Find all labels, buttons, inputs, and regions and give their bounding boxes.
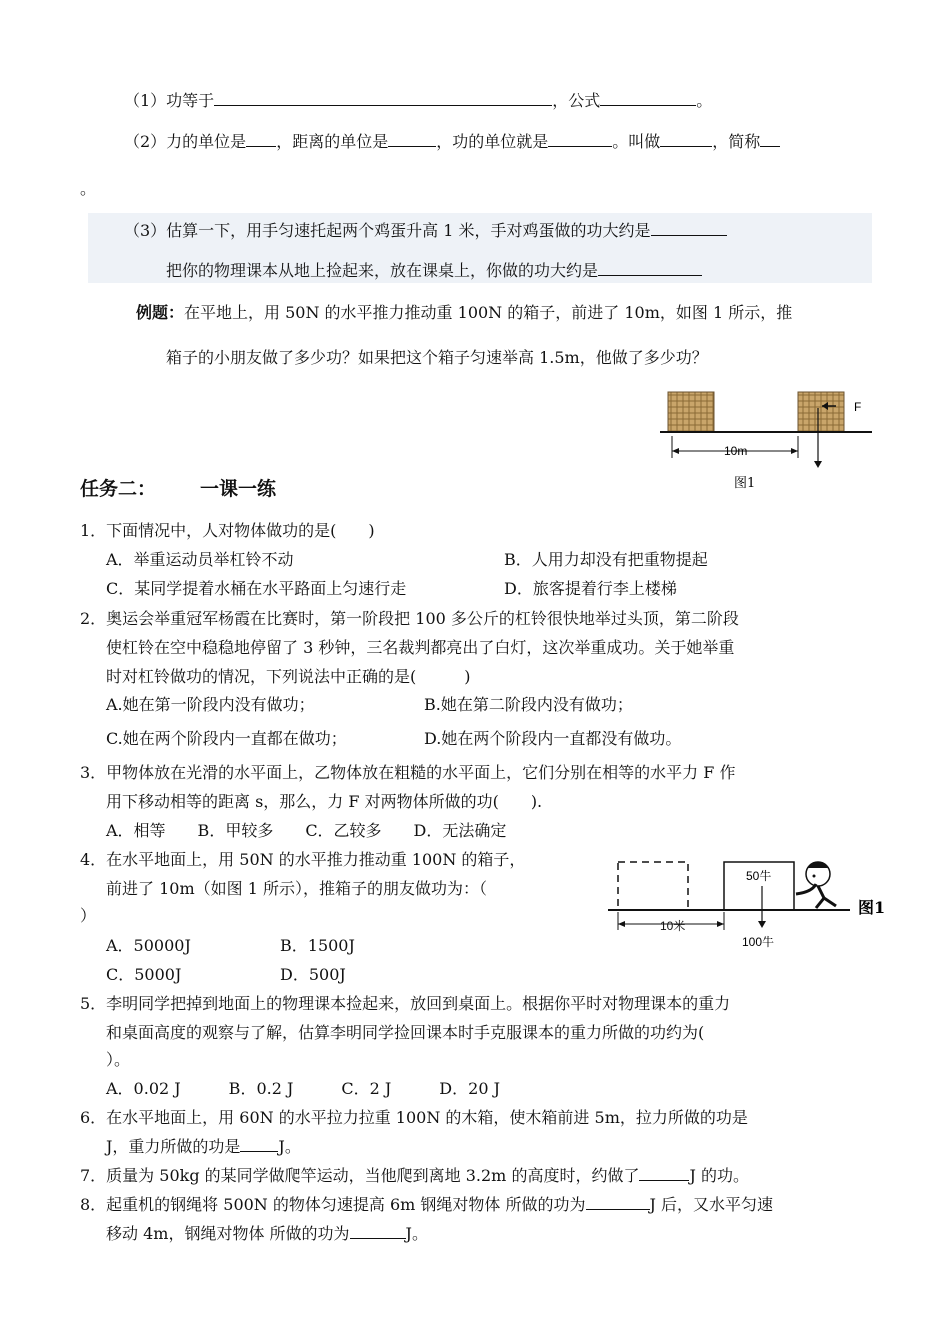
- q1-stem: 1．下面情况中，人对物体做功的是( ): [80, 521, 375, 540]
- force-label: F: [854, 400, 862, 414]
- q5-line-2: 和桌面高度的观察与了解，估算李明同学捡回课本时手克服课本的重力所做的功约为(: [106, 1023, 705, 1042]
- blank: [586, 1195, 650, 1210]
- example-figure: [656, 386, 878, 496]
- q4-line-3: ）: [80, 906, 97, 925]
- q2-line-1: 2．奥运会举重冠军杨霞在比赛时，第一阶段把 100 多公斤的杠铃很快地举过头顶，第二阶段: [80, 609, 739, 628]
- blank: [388, 132, 436, 147]
- q5-options: A．0.02 J B．0.2 J C．2 J D．20 J: [106, 1079, 500, 1098]
- q5-line-3: ）。: [106, 1050, 131, 1069]
- q4-option-d: D．500J: [280, 965, 346, 984]
- q2-option-a: A.她在第一阶段内没有做功；: [106, 695, 315, 714]
- text: J。: [278, 1137, 301, 1156]
- text: （1）功等于: [124, 91, 215, 110]
- q8-line-1: [80, 1192, 773, 1215]
- child-pushing-icon: [796, 862, 836, 908]
- line-2: [124, 129, 780, 152]
- q3-options: A．相等 B．甲较多 C．乙较多 D．无法确定: [106, 821, 507, 840]
- q2-line-2: 使杠铃在空中稳稳地停留了 3 秒钟，三名裁判都亮出了白灯，这次举重成功。关于她举重: [106, 638, 735, 657]
- blank: [660, 132, 712, 147]
- figure-caption: 图1: [734, 476, 756, 491]
- q1-option-a: A．举重运动员举杠铃不动: [106, 550, 294, 569]
- text: ，功的单位就是: [436, 132, 549, 151]
- force-label: 50牛: [746, 869, 772, 883]
- q6-line-2: [106, 1134, 301, 1157]
- blank: [598, 261, 702, 276]
- line-2-tail: 。: [80, 179, 97, 198]
- distance-label: 10m: [724, 444, 748, 458]
- text: J。: [405, 1224, 428, 1243]
- text: 在平地上，用 50N 的水平推力推动重 100N 的箱子，前进了 10m，如图 1 所示，推: [184, 303, 793, 322]
- blank: [760, 132, 780, 147]
- text: 8．起重机的钢绳将 500N 的物体匀速提高 6m 钢绳对物体 所做的功为: [80, 1195, 586, 1214]
- q1-option-d: D．旅客提着行李上楼梯: [504, 579, 677, 598]
- q2-option-b: B.她在第二阶段内没有做功；: [424, 695, 633, 714]
- q8-line-2: [106, 1221, 428, 1244]
- text: 7．质量为 50kg 的某同学做爬竿运动，当他爬到离地 3.2m 的高度时，约做了: [80, 1166, 640, 1185]
- text: （2）力的单位是: [124, 132, 247, 151]
- text: ，公式: [552, 91, 601, 110]
- q4-option-c: C．5000J: [106, 965, 182, 984]
- text: 移动 4m，钢绳对物体 所做的功为: [106, 1224, 350, 1243]
- text: ，简称: [712, 132, 761, 151]
- example-line-1: [136, 300, 792, 323]
- example-label: 例题：: [136, 303, 185, 322]
- q1-option-c: C．某同学提着水桶在水平路面上匀速行走: [106, 579, 407, 598]
- q4-line-2: 前进了 10m（如图 1 所示），推箱子的朋友做功为：（: [106, 879, 487, 898]
- line-3: [124, 218, 727, 241]
- text: J，重力所做的功是: [106, 1137, 241, 1156]
- q6-line-1: 6．在水平地面上，用 60N 的水平拉力拉重 100N 的木箱，使木箱前进 5m，拉力所做的功是: [80, 1108, 748, 1127]
- blank: [240, 1137, 278, 1152]
- blank: [214, 91, 552, 106]
- line-1: [124, 88, 712, 111]
- task-subtitle: 一课一练: [200, 478, 277, 500]
- q3-line-1: 3．甲物体放在光滑的水平面上，乙物体放在粗糙的水平面上，它们分别在相等的水平力 F 作: [80, 763, 736, 782]
- q4-line-1: 4．在水平地面上，用 50N 的水平推力推动重 100N 的箱子，: [80, 850, 526, 869]
- blank: [651, 221, 727, 236]
- figure-caption: 图1: [858, 898, 886, 917]
- text: ，距离的单位是: [276, 132, 389, 151]
- blank: [246, 132, 276, 147]
- q4-figure: [604, 850, 904, 958]
- text: J 后，又水平匀速: [649, 1195, 774, 1214]
- text: 。: [696, 91, 713, 110]
- blank: [350, 1224, 406, 1239]
- line-4: [166, 258, 702, 281]
- box-start: [668, 392, 714, 432]
- blank: [600, 91, 696, 106]
- example-line-2: 箱子的小朋友做了多少功？如果把这个箱子匀速举高 1.5m，他做了多少功？: [166, 348, 708, 367]
- text: （3）估算一下，用手匀速托起两个鸡蛋升高 1 米，手对鸡蛋做的功大约是: [124, 221, 651, 240]
- q7-line: [80, 1163, 749, 1186]
- q2-option-c: C.她在两个阶段内一直都在做功；: [106, 729, 347, 748]
- text: J 的功。: [689, 1166, 749, 1185]
- q4-option-a: A．50000J: [106, 936, 191, 955]
- q4-option-b: B．1500J: [280, 936, 355, 955]
- q5-line-1: 5．李明同学把掉到地面上的物理课本捡起来，放回到桌面上。根据你平时对物理课本的重力: [80, 994, 731, 1013]
- q1-option-b: B．人用力却没有把重物提起: [504, 550, 708, 569]
- text: 把你的物理课本从地上捡起来，放在课桌上，你做的功大约是: [166, 261, 599, 280]
- box-start-dashed: [618, 862, 688, 910]
- distance-label: 10米: [660, 919, 686, 933]
- text: 。叫做: [612, 132, 661, 151]
- box-end: [798, 392, 844, 432]
- blank: [548, 132, 612, 147]
- q2-option-d: D.她在两个阶段内一直都没有做功。: [424, 729, 682, 748]
- blank: [639, 1166, 689, 1181]
- q2-line-3: 时对杠铃做功的情况，下列说法中正确的是( ): [106, 667, 471, 686]
- weight-label: 100牛: [742, 935, 775, 949]
- task-title: 任务二：: [80, 478, 157, 500]
- q3-line-2: 用下移动相等的距离 s，那么，力 F 对两物体所做的功( ).: [106, 792, 543, 811]
